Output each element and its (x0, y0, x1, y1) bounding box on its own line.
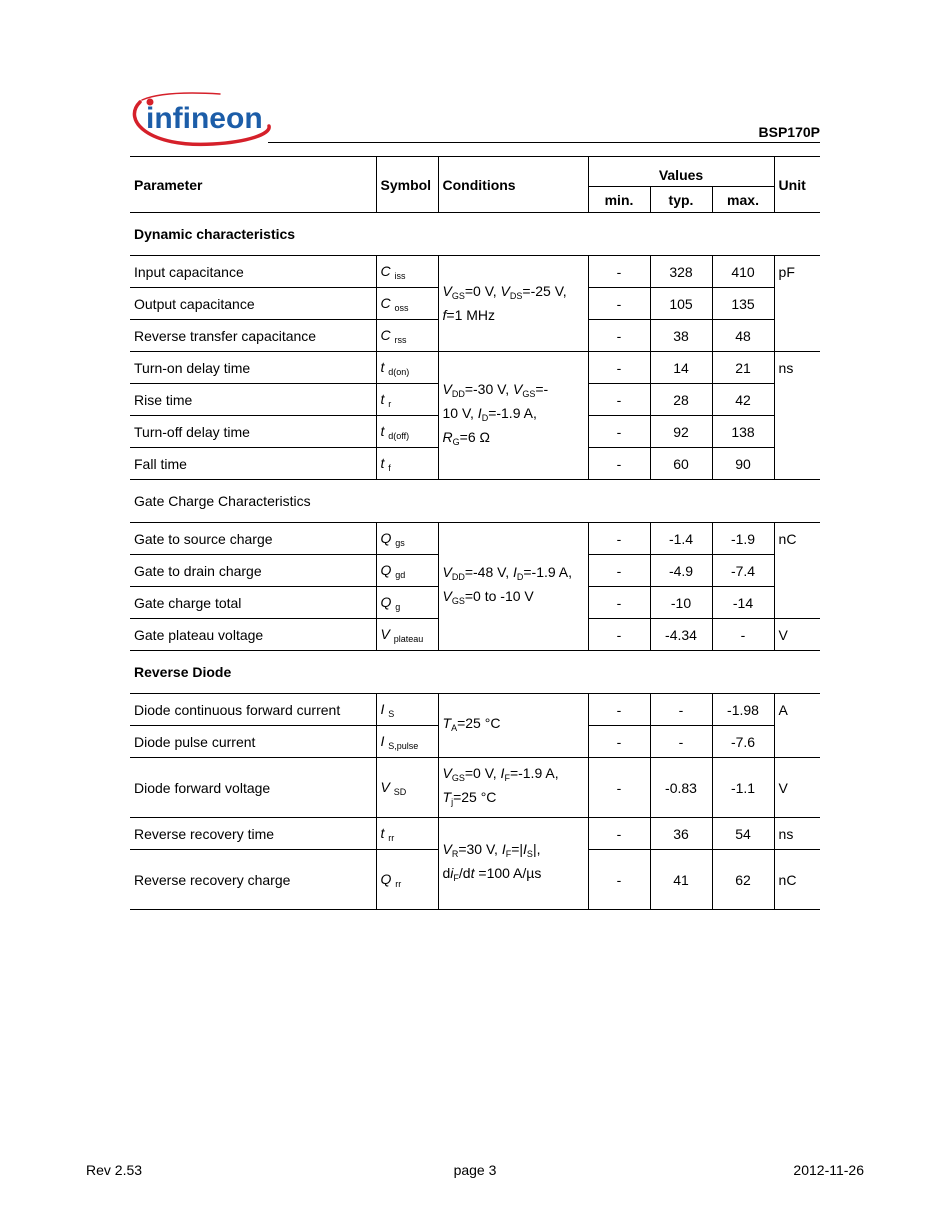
table-row: Diode pulse current I $_{S,pulse}$ - - -7.6 (130, 726, 820, 758)
conditions-cell: $V_{DD}=-30$ V, $V_{GS}=-$ 10 V, $I_D=-1.9$ A, $R_G=6$ Ω (438, 352, 588, 480)
table-row: Turn-on delay time t $_{d(on)}$ $V_{DD}=-30$ V, $V_{GS}=-$ 10 V, $I_D=-1.9$ A, $R_G=6$ Ω - 14 21 ns (130, 352, 820, 384)
table-row: Diode continuous forward current I $_S$ $T_A=25$ °C - - -1.98 A (130, 694, 820, 726)
header-rule (268, 142, 820, 143)
table-row: Gate to source charge Q $_{gs}$ $V_{DD}=-48$ V, $I_D=-1.9$ A, $V_{GS}=0$ to -10 V - -1.4 -1.9 nC (130, 523, 820, 555)
infineon-logo (128, 90, 273, 150)
section-title: Reverse Diode (134, 664, 232, 680)
footer-date: 2012-11-26 (793, 1162, 864, 1178)
table-row: Fall time t $_f$ - 60 90 (130, 448, 820, 480)
table-row: Rise time t $_r$ - 28 42 (130, 384, 820, 416)
table-row: Gate plateau voltage V $_{plateau}$ - -4.34 - V (130, 619, 820, 651)
table-row: Turn-off delay time t $_{d(off)}$ - 92 138 (130, 416, 820, 448)
footer-page-number: page 3 (453, 1162, 497, 1178)
conditions-cell: $V_R=30$ V, $I_F=|I_S|$, $di_F/dt =100$ A/µs (438, 818, 588, 910)
logo-text: infineon (146, 102, 263, 135)
table-row: Reverse recovery charge Q $_{rr}$ - 41 62 nC (130, 850, 820, 910)
table-row: Gate to drain charge Q $_{gd}$ - -4.9 -7.4 (130, 555, 820, 587)
header-parameter: Parameter (130, 157, 376, 213)
table-row: Output capacitance C $_{oss}$ - 105 135 (130, 288, 820, 320)
table-row: Diode forward voltage V $_{SD}$ $V_{GS}=0$ V, $I_F=-1.9$ A, $T_j=25$ °C - -0.83 -1.1 V (130, 758, 820, 818)
footer-revision: Rev 2.53 (86, 1162, 143, 1178)
conditions-cell: $V_{GS}=0$ V, $V_{DS}=-25$ V, f=1 MHz (438, 256, 588, 352)
header-conditions: Conditions (438, 157, 588, 213)
conditions-cell: $V_{GS}=0$ V, $I_F=-1.9$ A, $T_j=25$ °C (438, 758, 588, 818)
table-row: Reverse recovery time t $_{rr}$ $V_R=30$ V, $I_F=|I_S|$, $di_F/dt =100$ A/µs - 36 54 ns (130, 818, 820, 850)
header-max: max. (712, 187, 774, 213)
header-symbol: Symbol (376, 157, 438, 213)
part-number: BSP170P (758, 124, 820, 140)
header-typ: typ. (650, 187, 712, 213)
table-row: Gate charge total Q $_g$ - -10 -14 (130, 587, 820, 619)
section-title: Gate Charge Characteristics (134, 493, 311, 509)
conditions-cell: $V_{DD}=-48$ V, $I_D=-1.9$ A, $V_{GS}=0$ to -10 V (438, 523, 588, 651)
characteristics-table (130, 156, 820, 910)
header-min: min. (588, 187, 650, 213)
header-values: Values (588, 157, 774, 187)
section-title: Dynamic characteristics (134, 226, 296, 242)
table-row: Reverse transfer capacitance C $_{rss}$ - 38 48 (130, 320, 820, 352)
header-unit: Unit (778, 176, 806, 193)
table-row: Input capacitance C $_{iss}$ $V_{GS}=0$ V, $V_{DS}=-25$ V, f=1 MHz - 328 410 pF (130, 256, 820, 288)
conditions-cell: $T_A=25$ °C (438, 694, 588, 758)
